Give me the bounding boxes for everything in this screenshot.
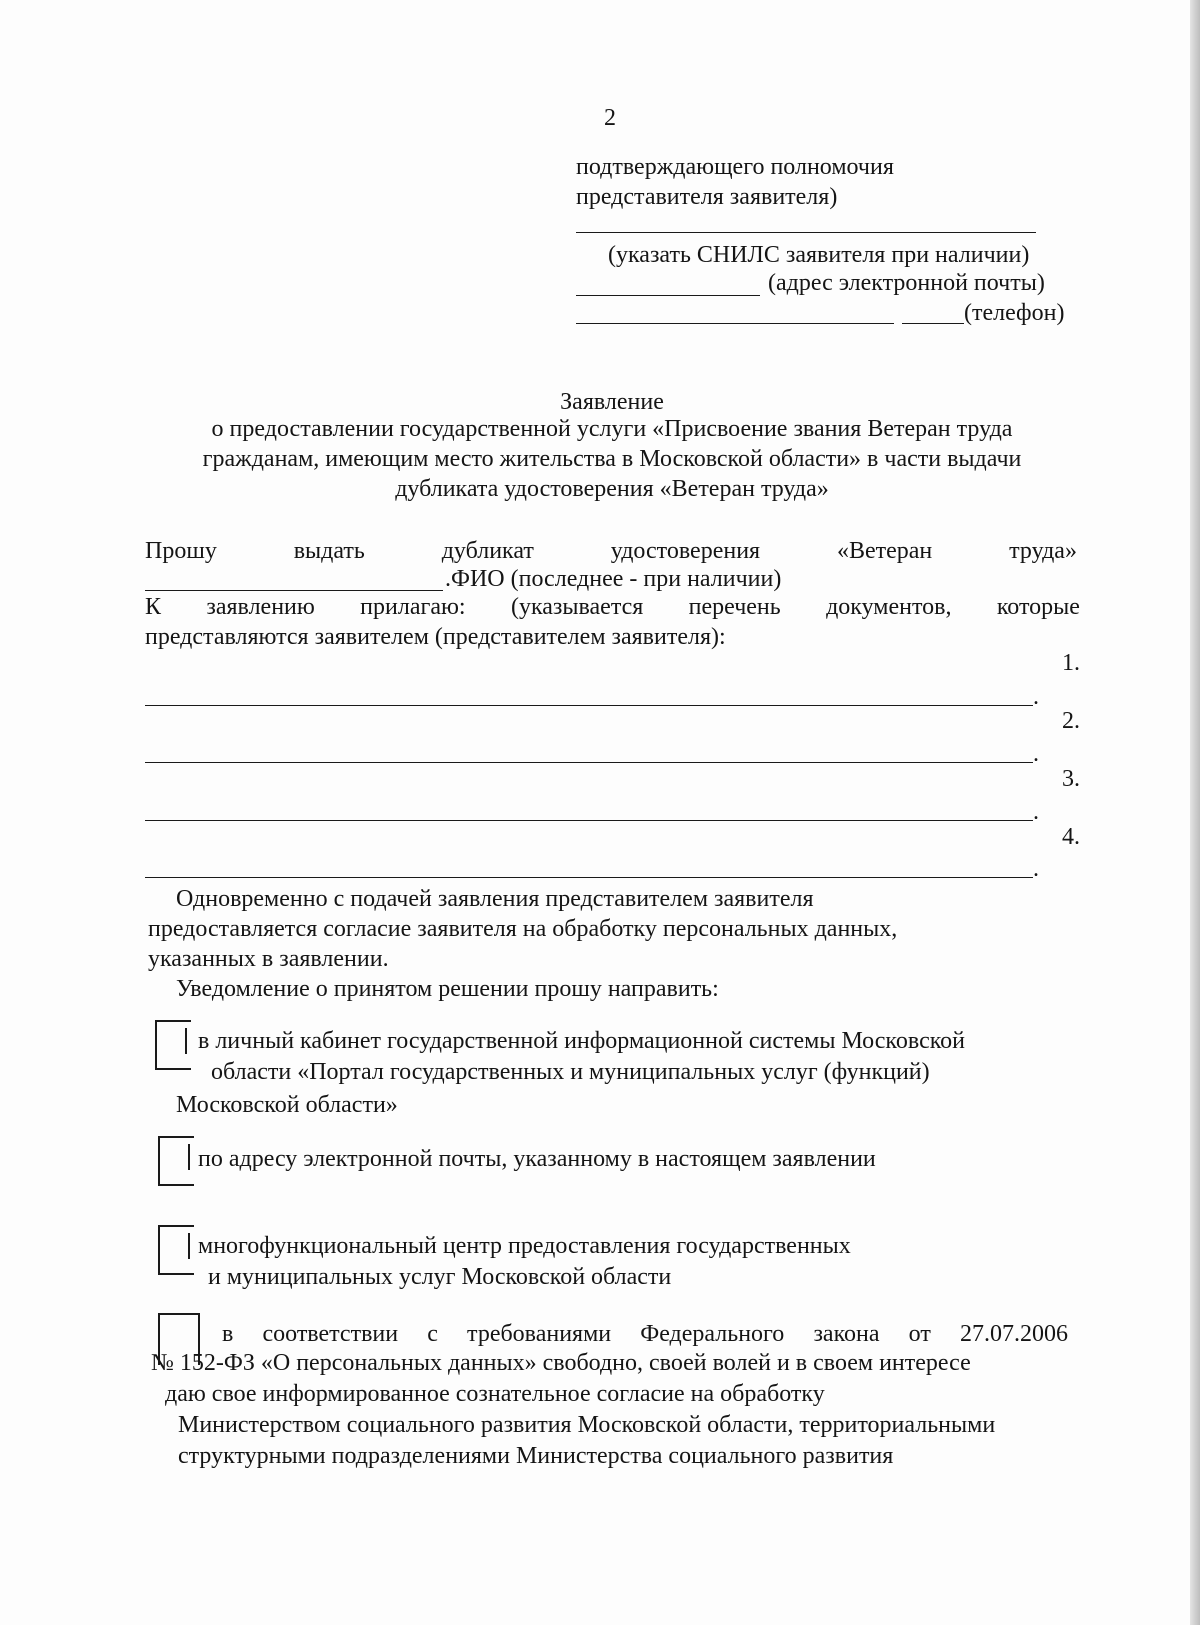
snils-label: (указать СНИЛС заявителя при наличии) [608,242,1030,268]
page-number: 2 [604,105,616,131]
fio-label: .ФИО (последнее - при наличии) [445,566,782,592]
phone-label: (телефон) [964,300,1065,326]
fio-blank[interactable] [145,590,443,591]
pd-consent-line-3: даю свое информированное сознательное согласие на обработку [165,1381,825,1407]
attachment-blank[interactable] [145,705,1033,706]
email-label: (адрес электронной почты) [768,270,1045,296]
request-line [145,536,1077,566]
request-word: Прошу [145,538,217,564]
pd-word: с [427,1321,438,1347]
checkbox-portal[interactable] [155,1020,191,1070]
attachments-word: документов, [826,594,952,620]
request-word: труда» [1009,538,1077,564]
request-word: дубликат [441,538,534,564]
pd-consent-line-4: Министерством социального развития Московской области, территориальными [178,1412,996,1438]
attachment-number: 4. [1062,824,1080,850]
notification-heading: Уведомление о принятом решении прошу направить: [176,976,719,1002]
title-line-3: дубликата удостоверения «Ветеран труда» [395,476,829,502]
consent-line-1: Одновременно с подачей заявления представителем заявителя [176,886,814,912]
attachment-number: 1. [1062,650,1080,676]
attachment-blank[interactable] [145,820,1033,821]
pd-word: требованиями [467,1321,612,1347]
attachments-word: которые [996,594,1080,620]
request-word: «Ветеран [836,538,933,564]
snils-blank[interactable] [576,232,1036,233]
pd-consent-line-2: № 152-ФЗ «О персональных данных» свободно, своей волей и в своем интересе [151,1350,971,1376]
request-word: удостоверения [610,538,761,564]
attachment-line-end: . [1033,799,1039,825]
attachments-word: (указывается [510,594,644,620]
representative-line-1: подтверждающего полномочия [576,154,894,180]
phone-blank-2[interactable] [902,323,964,324]
title-line-2: гражданам, имеющим место жительства в Московской области» в части выдачи [202,446,1022,472]
pd-word: Федерального [640,1321,785,1347]
representative-line-2: представителя заявителя) [576,184,838,210]
attachment-number: 2. [1062,708,1080,734]
pd-consent-line-1 [222,1319,1068,1349]
option-portal-line-2: области «Портал государственных и муниципальных услуг (функций) [211,1059,930,1085]
phone-blank-1[interactable] [576,323,894,324]
consent-line-2: предоставляется согласие заявителя на обработку персональных данных, [148,916,898,942]
option-portal-line-3: Московской области» [176,1092,398,1118]
attachment-line-end: . [1033,856,1039,882]
attachment-number: 3. [1062,766,1080,792]
email-blank[interactable] [576,295,760,296]
checkbox-mfc[interactable] [158,1225,194,1275]
attachment-blank[interactable] [145,877,1033,878]
title-line-1: о предоставлении государственной услуги «Присвоение звания Ветеран труда [211,416,1013,442]
option-mfc-line-1: многофункциональный центр предоставления государственных [198,1233,851,1259]
pd-word: 27.07.2006 [959,1321,1068,1347]
pd-word: соответствии [262,1321,399,1347]
checkbox-email[interactable] [158,1136,194,1186]
attachment-line-end: . [1033,684,1039,710]
attachments-word: К [145,594,162,620]
option-mfc-line-2: и муниципальных услуг Московской области [208,1264,672,1290]
attachments-word: прилагаю: [360,594,466,620]
pd-consent-line-5: структурными подразделениями Министерства социального развития [178,1443,894,1469]
document-title: Заявление [560,389,664,415]
scan-edge [1190,0,1200,1625]
pd-word: закона [813,1321,880,1347]
option-email-line-1: по адресу электронной почты, указанному в настоящем заявлении [198,1146,876,1172]
attachment-line-end: . [1033,741,1039,767]
attachments-intro-line [145,592,1080,622]
pd-word: от [908,1321,931,1347]
attachments-word: перечень [688,594,781,620]
option-portal-line-1: в личный кабинет государственной информационной системы Московской [198,1028,966,1054]
attachments-intro-line-2: представляются заявителем (представителем заявителя): [145,624,726,650]
pd-word: в [222,1321,234,1347]
attachments-word: заявлению [206,594,315,620]
attachment-blank[interactable] [145,762,1033,763]
request-word: выдать [293,538,365,564]
consent-line-3: указанных в заявлении. [148,946,389,972]
